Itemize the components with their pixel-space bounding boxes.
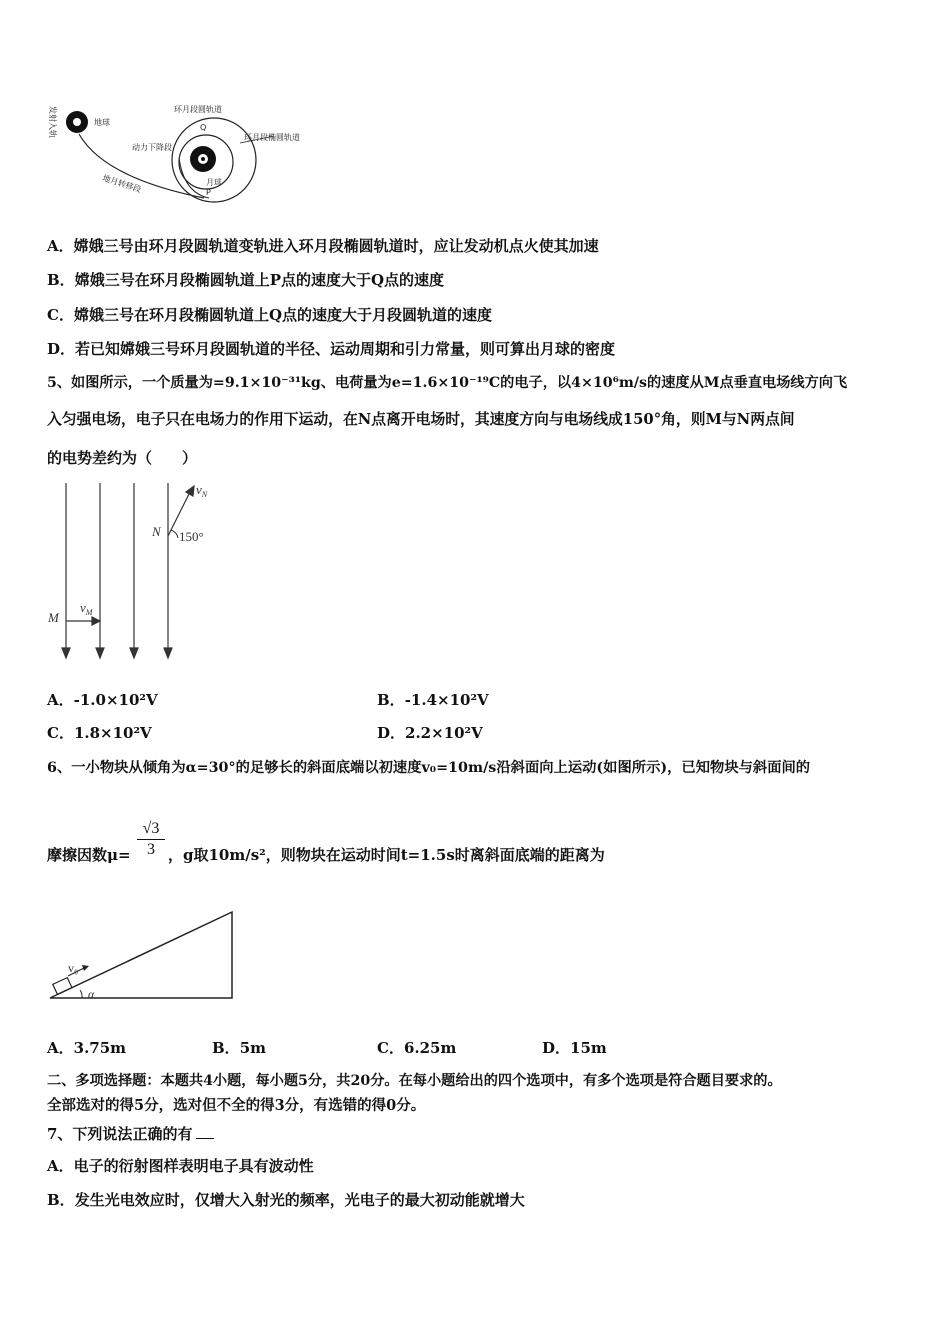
fraction-numerator: √3 [142, 820, 160, 837]
q5-option-c: C．1.8×10²V [47, 724, 152, 742]
section2-heading-line2: 全部选对的得5分，选对但不全的得3分，有选错的得0分。 [47, 1097, 426, 1114]
q6-option-b: B．5m [212, 1039, 266, 1057]
q6-option-a: A．3.75m [47, 1039, 127, 1057]
q5-stem-line1: 5、如图所示，一个质量为=9.1×10⁻³¹kg、电荷量为e=1.6×10⁻¹⁹C的电子，以4×10⁶m/s的速度从M点垂直电场线方向飞 [47, 375, 848, 391]
label-ring-ellipse: 环月段椭圆轨道 [244, 133, 300, 142]
label-transfer: 地月转移段 [101, 173, 143, 195]
label-n: N [152, 524, 161, 539]
label-q: Q [200, 123, 207, 132]
label-alpha: α [88, 987, 95, 1001]
section2-heading-line1: 二、多项选择题：本题共4小题，每小题5分，共20分。在每小题给出的四个选项中，有多个选项是符合题目要求的。 [47, 1073, 782, 1089]
label-descent: 动力下降段 [132, 143, 172, 152]
label-vm: $v_M$ [80, 600, 93, 617]
q6-stem-line2-suffix: ，g取10m/s²，则物块在运动时间t=1.5s时离斜面底端的距离为 [168, 846, 605, 864]
fraction-mu [137, 820, 165, 859]
label-moon: 月球 [206, 178, 222, 187]
block [53, 978, 72, 995]
q7-stem: 7、下列说法正确的有 [47, 1124, 214, 1144]
label-earth: 地球 [94, 118, 110, 127]
label-m: M [48, 610, 59, 625]
label-vn: $v_N$ [196, 482, 208, 499]
label-launch: 发射入轨 [48, 106, 57, 138]
q6-stem-line1: 6、一小物块从倾角为α=30°的足够长的斜面底端以初速度v₀=10m/s沿斜面向上运动(如图所示)，已知物块与斜面间的 [47, 760, 811, 776]
q7-option-a: A．电子的衍射图样表明电子具有波动性 [47, 1157, 314, 1175]
q5-stem-line2: 入匀强电场，电子只在电场力的作用下运动，在N点离开电场时，其速度方向与电场线成150°角，则M与N两点间 [47, 411, 795, 428]
q6-option-d: D．15m [542, 1039, 607, 1057]
q6-stem-line2-prefix: 摩擦因数μ= [47, 846, 131, 864]
orbit-figure [44, 98, 314, 208]
incline-figure [44, 900, 244, 1005]
q5-option-d: D．2.2×10²V [377, 724, 483, 742]
q4-option-a: A．嫦娥三号由环月段圆轨道变轨进入环月段椭圆轨道时，应让发动机点火使其加速 [47, 237, 599, 255]
q5-stem-line3: 的电势差约为（ ） [47, 449, 198, 467]
answer-blank [196, 1124, 214, 1139]
label-p: P [206, 188, 211, 197]
fraction-denominator: 3 [147, 841, 155, 858]
field-figure [44, 478, 224, 664]
q5-option-b: B．-1.4×10²V [377, 691, 489, 709]
q5-option-a: A．-1.0×10²V [47, 691, 158, 709]
q4-option-d: D．若已知嫦娥三号环月段圆轨道的半径、运动周期和引力常量，则可算出月球的密度 [47, 340, 616, 358]
q4-option-b: B．嫦娥三号在环月段椭圆轨道上P点的速度大于Q点的速度 [47, 271, 445, 289]
q6-option-c: C．6.25m [377, 1039, 457, 1057]
q4-option-c: C．嫦娥三号在环月段椭圆轨道上Q点的速度大于月段圆轨道的速度 [47, 306, 493, 324]
q7-option-b: B．发生光电效应时，仅增大入射光的频率，光电子的最大初动能就增大 [47, 1191, 525, 1209]
label-v0: v₀ [68, 961, 79, 975]
label-ring-circle: 环月段圆轨道 [174, 105, 222, 114]
label-angle: 150° [179, 529, 204, 544]
